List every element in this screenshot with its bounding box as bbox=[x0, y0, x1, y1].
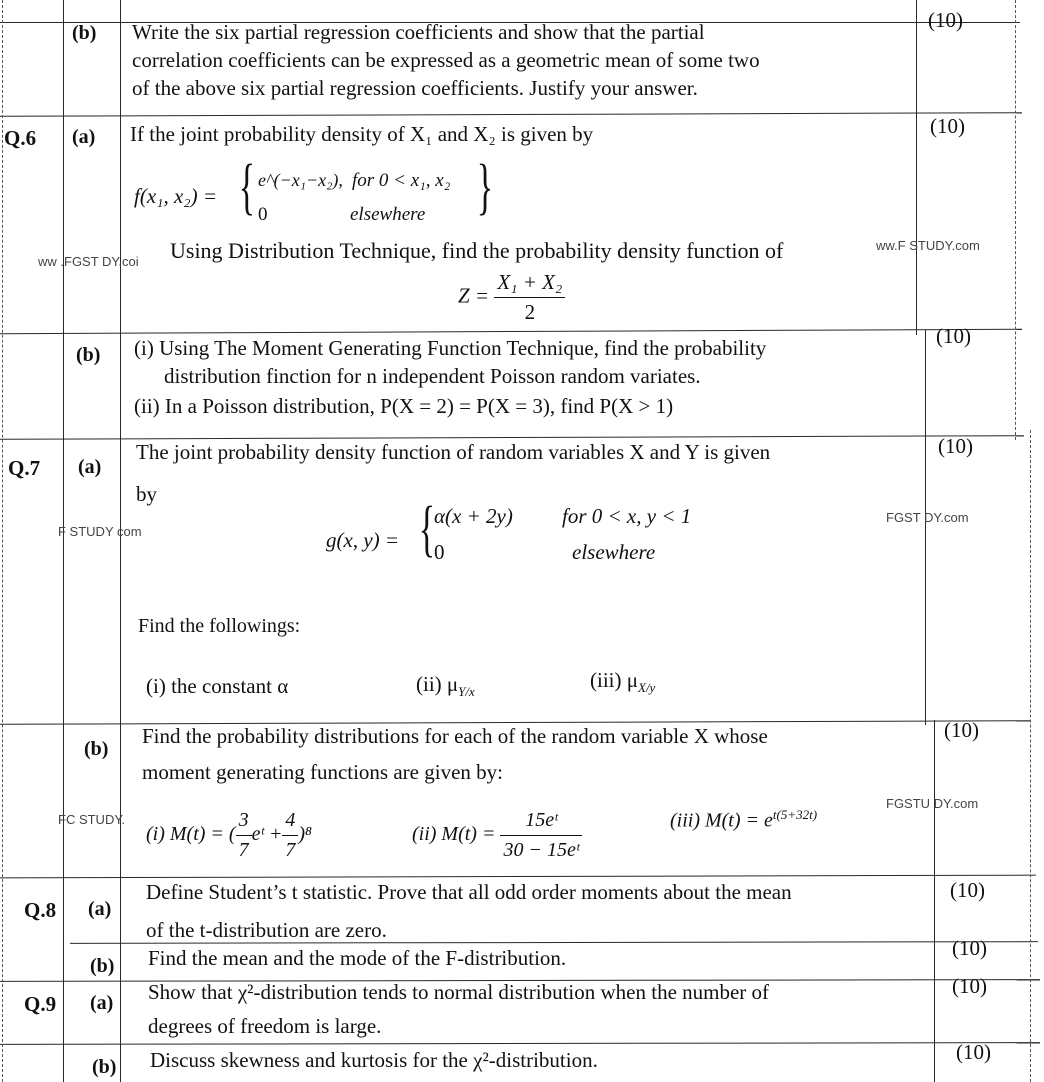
marks-label: (10) bbox=[930, 114, 965, 138]
item-text: (i) the constant α bbox=[146, 674, 289, 698]
part-label: (a) bbox=[78, 456, 102, 478]
z-denominator: 2 bbox=[524, 300, 536, 324]
case-expression: α(x + 2y) bbox=[434, 504, 513, 528]
item-text: (ii) μ bbox=[416, 672, 459, 696]
question-number: Q.8 bbox=[24, 898, 57, 922]
question-number: Q.6 bbox=[4, 126, 37, 150]
column-divider bbox=[120, 0, 121, 1082]
marks-label: (10) bbox=[928, 8, 963, 32]
part-label: (a) bbox=[90, 992, 114, 1014]
part-label: (b) bbox=[76, 344, 101, 366]
question-text-line: degrees of freedom is large. bbox=[148, 1014, 382, 1038]
question-text-line: Show that χ²-distribution tends to normal distribution when the number of bbox=[148, 980, 770, 1004]
mgf-formula-iii bbox=[670, 800, 817, 836]
mgf-label: (i) M(t) = ( bbox=[146, 823, 236, 846]
marks-label: (10) bbox=[938, 434, 973, 458]
z-lhs: Z = bbox=[458, 283, 490, 308]
column-divider bbox=[1030, 430, 1031, 1082]
case-expression: 0 bbox=[434, 540, 445, 564]
find-label: Find the followings: bbox=[138, 615, 301, 637]
marks-label: (10) bbox=[952, 936, 987, 960]
question-number: Q.9 bbox=[24, 992, 57, 1016]
marks-label: (10) bbox=[950, 878, 985, 902]
z-numerator: X₁ + X₂ bbox=[494, 268, 565, 298]
marks-label: (10) bbox=[952, 974, 987, 998]
question-text-line: Find the probability distributions for each of the random variable X whose bbox=[142, 724, 768, 748]
case-expression: e^(−x₁−x₂), bbox=[258, 170, 343, 190]
item-subscript: X/y bbox=[638, 680, 656, 696]
right-brace: } bbox=[476, 153, 494, 221]
question-instruction: Using Distribution Technique, find the probability density function of bbox=[170, 238, 784, 263]
denominator: 7 bbox=[238, 839, 249, 861]
part-label: (a) bbox=[72, 126, 96, 148]
question-text-line: Find the mean and the mode of the F-distribution. bbox=[148, 946, 567, 970]
question-text-line: Write the six partial regression coefficients and show that the partial bbox=[132, 20, 705, 44]
case-condition: for 0 < x₁, x₂ bbox=[352, 170, 451, 191]
fraction bbox=[282, 806, 298, 865]
watermark: FGSTU DY.com bbox=[886, 796, 979, 811]
numerator: 4 bbox=[282, 806, 298, 836]
marks-label: (10) bbox=[956, 1040, 991, 1064]
question-text-line: Discuss skewness and kurtosis for the χ²-distribution. bbox=[150, 1048, 598, 1072]
column-divider bbox=[63, 0, 64, 1082]
mgf-formula-ii bbox=[412, 806, 582, 865]
question-text-line: of the t-distribution are zero. bbox=[146, 918, 387, 942]
column-divider bbox=[916, 0, 917, 335]
item-text: (iii) μ bbox=[590, 668, 638, 692]
question-text-line: (i) Using The Moment Generating Function Technique, find the probability bbox=[134, 336, 767, 360]
mgf-exponent: )⁸ bbox=[298, 823, 312, 846]
column-divider bbox=[934, 720, 935, 1082]
fraction bbox=[236, 806, 252, 865]
column-divider bbox=[925, 330, 926, 725]
function-lhs: f(x₁, x₂) = bbox=[134, 184, 217, 208]
denominator: 7 bbox=[285, 839, 296, 861]
watermark: FC STUDY. bbox=[58, 812, 125, 827]
question-text-line: of the above six partial regression coefficients. Justify your answer. bbox=[132, 76, 698, 100]
question-text-line: moment generating functions are given by: bbox=[142, 760, 503, 784]
find-item bbox=[146, 672, 288, 701]
question-text-line: by bbox=[136, 482, 157, 506]
mgf-formula-i bbox=[146, 806, 312, 865]
column-divider bbox=[2, 0, 3, 1082]
find-item bbox=[590, 666, 655, 702]
function-lhs: g(x, y) = bbox=[326, 528, 400, 552]
watermark: ww.F STUDY.com bbox=[876, 238, 980, 253]
fraction bbox=[500, 806, 582, 865]
left-brace: { bbox=[418, 495, 436, 563]
part-label: (a) bbox=[88, 898, 112, 920]
mgf-label: (iii) M(t) = e bbox=[670, 809, 773, 832]
marks-label: (10) bbox=[944, 718, 979, 742]
case-condition: elsewhere bbox=[572, 540, 656, 564]
mgf-exponent: t(5+32t) bbox=[772, 807, 818, 822]
question-text-line: Define Student’s t statistic. Prove that all odd order moments about the mean bbox=[146, 880, 792, 904]
question-text-line: correlation coefficients can be expressed as a geometric mean of some two bbox=[132, 48, 760, 72]
row-divider bbox=[0, 1042, 1040, 1045]
numerator: 3 bbox=[236, 806, 252, 836]
watermark: ww .FGST DY.coi bbox=[38, 254, 139, 269]
column-divider bbox=[1015, 0, 1016, 440]
part-label: (b) bbox=[92, 1056, 117, 1078]
z-definition bbox=[458, 268, 565, 327]
question-number: Q.7 bbox=[8, 456, 41, 480]
left-brace: { bbox=[238, 153, 256, 221]
denominator: 30 − 15eᵗ bbox=[503, 839, 580, 861]
watermark: F STUDY com bbox=[58, 524, 142, 539]
question-text-line: (ii) In a Poisson distribution, P(X = 2) = P(X = 3), find P(X > 1) bbox=[134, 394, 674, 418]
question-text-line: distribution finction for n independent Poisson random variates. bbox=[164, 364, 701, 388]
question-text-line: The joint probability density function of random variables X and Y is given bbox=[136, 440, 771, 464]
part-label: (b) bbox=[90, 955, 115, 977]
watermark: FGST DY.com bbox=[886, 510, 969, 525]
mgf-mid: eᵗ + bbox=[251, 823, 283, 846]
marks-label: (10) bbox=[936, 324, 971, 348]
numerator: 15eᵗ bbox=[500, 806, 582, 836]
z-fraction bbox=[494, 268, 565, 327]
find-item bbox=[416, 670, 475, 706]
case-condition: for 0 < x, y < 1 bbox=[562, 504, 692, 528]
row-divider bbox=[0, 112, 1022, 117]
mgf-label: (ii) M(t) = bbox=[412, 823, 496, 846]
part-label: (b) bbox=[72, 22, 97, 44]
item-subscript: Y/x bbox=[458, 684, 475, 700]
question-intro: If the joint probability density of X₁ and X₂ is given by bbox=[130, 122, 594, 146]
case-expression: 0 bbox=[258, 204, 268, 225]
part-label: (b) bbox=[84, 738, 109, 760]
case-condition: elsewhere bbox=[350, 204, 426, 225]
